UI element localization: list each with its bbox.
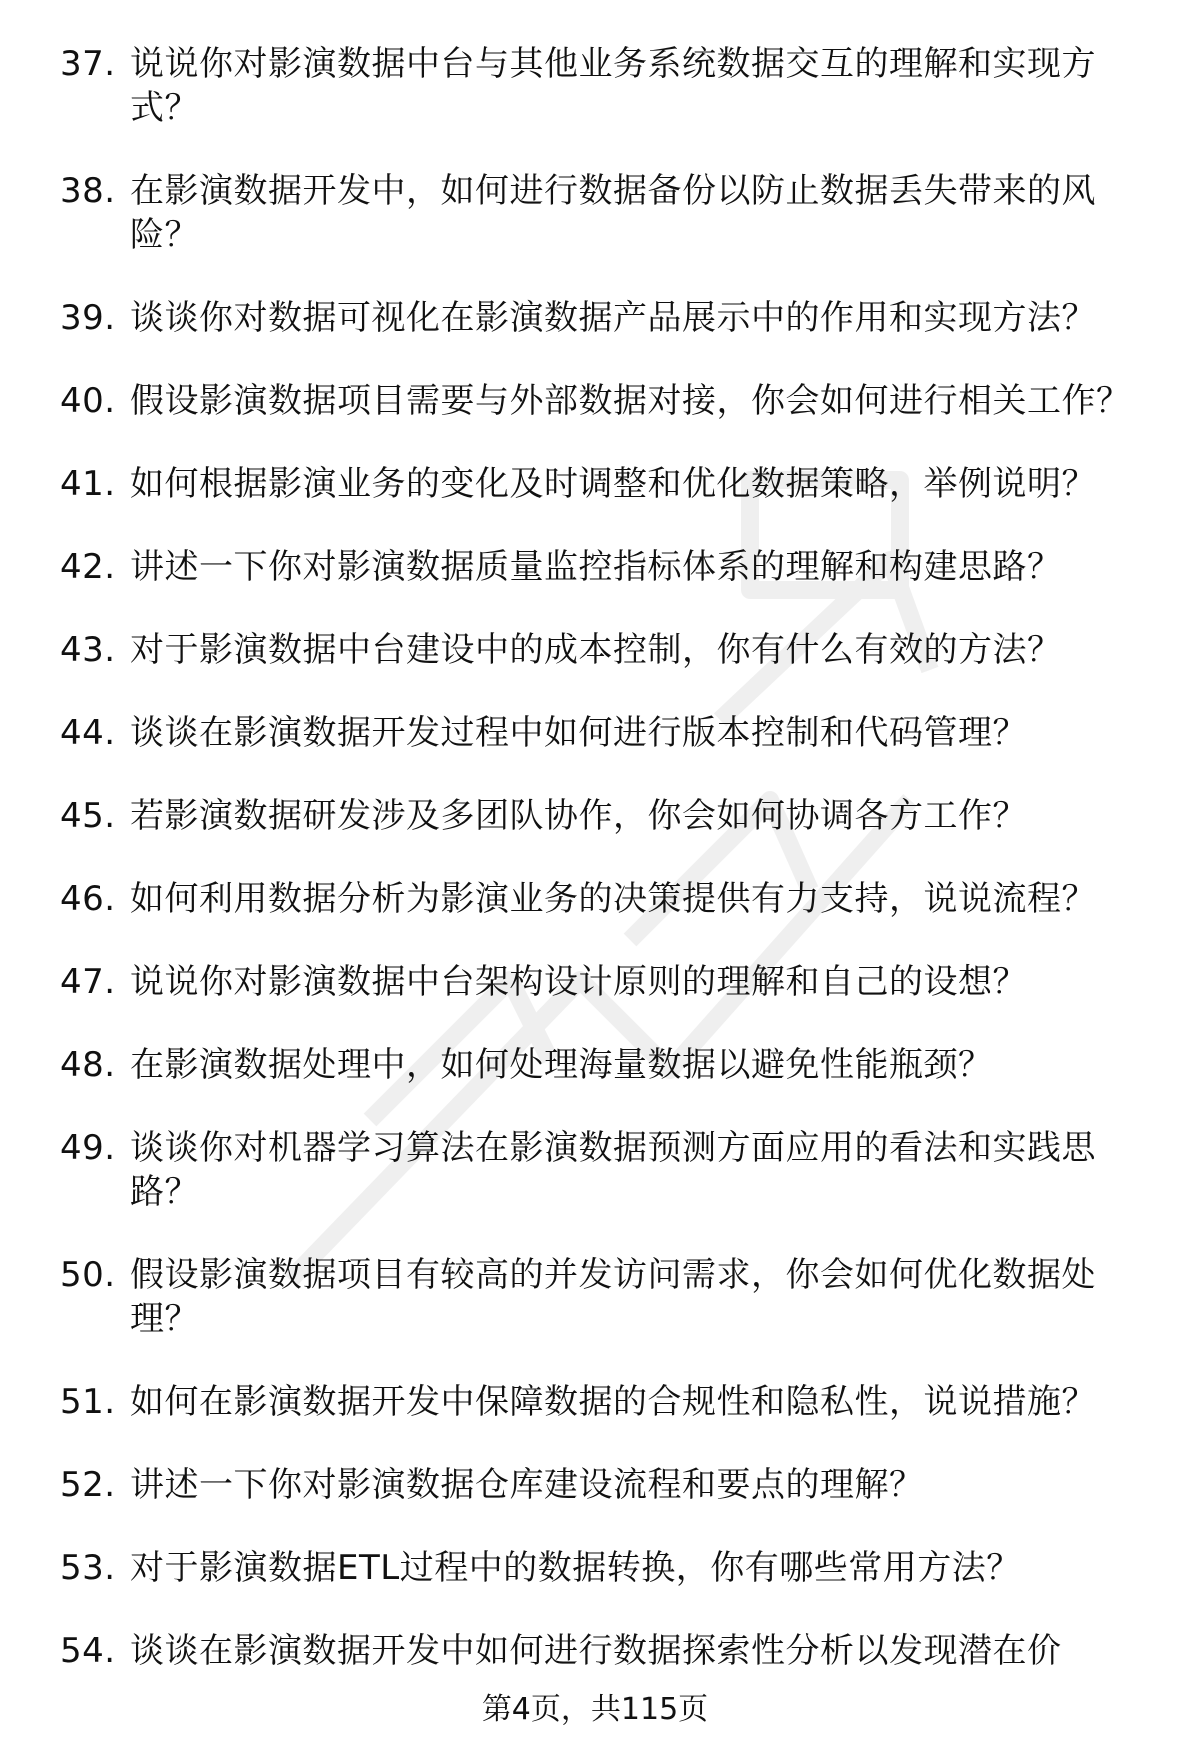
question-text: 假设影演数据项目有较高的并发访问需求，你会如何优化数据处理？ [130, 1255, 1096, 1339]
question-item [60, 296, 1160, 340]
question-text: 在影演数据处理中，如何处理海量数据以避免性能瓶颈？ [130, 1045, 993, 1085]
question-text: 在影演数据开发中，如何进行数据备份以防止数据丢失带来的风险？ [130, 171, 1096, 255]
question-number: 44. [60, 713, 116, 753]
question-item [60, 169, 1160, 257]
question-text: 若影演数据研发涉及多团队协作，你会如何协调各方工作？ [130, 796, 1027, 836]
question-number: 37. [60, 44, 116, 84]
question-text: 如何根据影演业务的变化及时调整和优化数据策略，举例说明？ [130, 464, 1096, 504]
question-text: 谈谈你对机器学习算法在影演数据预测方面应用的看法和实践思路？ [130, 1128, 1096, 1212]
question-number: 54. [60, 1631, 116, 1671]
question-text: 谈谈在影演数据开发过程中如何进行版本控制和代码管理？ [130, 713, 1027, 753]
question-number: 40. [60, 381, 116, 421]
question-item [60, 379, 1160, 423]
question-number: 50. [60, 1255, 116, 1295]
question-text: 对于影演数据中台建设中的成本控制，你有什么有效的方法？ [130, 630, 1062, 670]
question-text: 说说你对影演数据中台架构设计原则的理解和自己的设想？ [130, 962, 1027, 1002]
question-item [60, 1463, 1160, 1507]
question-text: 对于影演数据ETL过程中的数据转换，你有哪些常用方法？ [130, 1548, 1021, 1588]
question-text: 讲述一下你对影演数据仓库建设流程和要点的理解？ [130, 1465, 924, 1505]
question-text: 如何利用数据分析为影演业务的决策提供有力支持，说说流程？ [130, 879, 1096, 919]
question-item [60, 877, 1160, 921]
question-item [60, 1126, 1160, 1214]
question-number: 46. [60, 879, 116, 919]
question-text: 谈谈你对数据可视化在影演数据产品展示中的作用和实现方法？ [130, 298, 1096, 338]
question-text: 假设影演数据项目需要与外部数据对接，你会如何进行相关工作？ [130, 381, 1131, 421]
question-text: 讲述一下你对影演数据质量监控指标体系的理解和构建思路？ [130, 547, 1062, 587]
question-item [60, 960, 1160, 1004]
question-text: 谈谈在影演数据开发中如何进行数据探索性分析以发现潜在价 [130, 1631, 1062, 1671]
question-item [60, 1546, 1160, 1590]
question-number: 52. [60, 1465, 116, 1505]
question-item [60, 794, 1160, 838]
question-number: 53. [60, 1548, 116, 1588]
question-text: 如何在影演数据开发中保障数据的合规性和隐私性，说说措施？ [130, 1382, 1096, 1422]
question-item [60, 1629, 1160, 1673]
question-number: 39. [60, 298, 116, 338]
question-item [60, 1380, 1160, 1424]
question-item [60, 462, 1160, 506]
question-number: 47. [60, 962, 116, 1002]
question-number: 48. [60, 1045, 116, 1085]
question-number: 49. [60, 1128, 116, 1168]
question-text: 说说你对影演数据中台与其他业务系统数据交互的理解和实现方式？ [130, 44, 1096, 128]
question-item [60, 1043, 1160, 1087]
question-item [60, 1253, 1160, 1341]
page-footer: 第4页，共115页 [481, 1692, 709, 1727]
question-number: 43. [60, 630, 116, 670]
question-item [60, 711, 1160, 755]
question-number: 38. [60, 171, 116, 211]
question-item [60, 545, 1160, 589]
question-number: 51. [60, 1382, 116, 1422]
question-item [60, 628, 1160, 672]
question-list [60, 42, 1160, 1712]
question-number: 42. [60, 547, 116, 587]
question-number: 41. [60, 464, 116, 504]
question-number: 45. [60, 796, 116, 836]
question-item [60, 42, 1160, 130]
